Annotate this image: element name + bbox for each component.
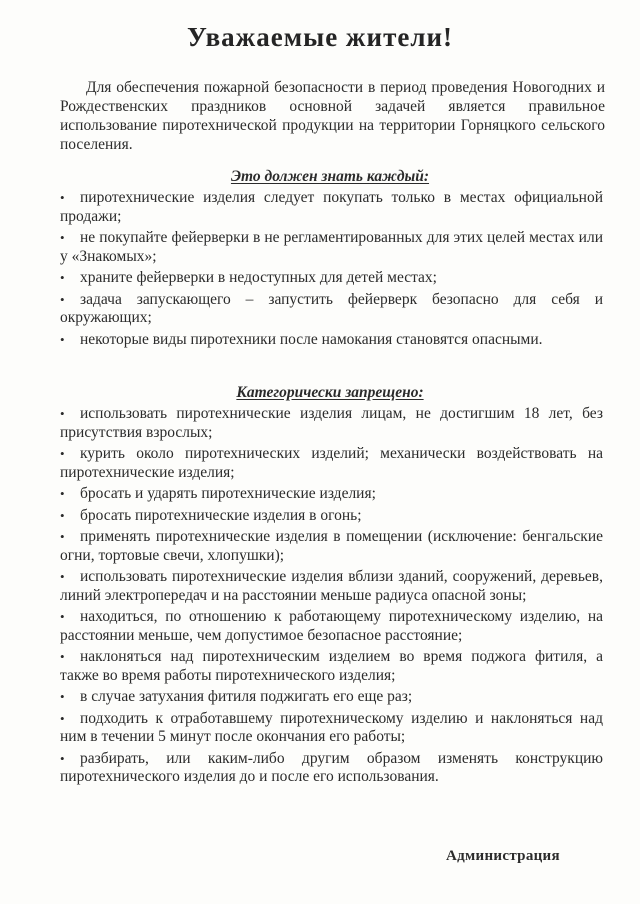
list-item: • пиротехнические изделия следует покупать только в местах официальной продажи; (60, 189, 603, 225)
list-item: • использовать пиротехнические изделия вблизи зданий, сооружений, деревьев, линий электропередач и на расстоянии меньше радиуса опасной зоны; (60, 568, 603, 604)
bullet-icon: • (60, 406, 65, 421)
list-item: • некоторые виды пиротехники после намокания становятся опасными. (60, 330, 543, 348)
page-title: Уважаемые жители! (186, 22, 454, 52)
bullet-icon: • (60, 750, 65, 766)
list-item: • наклоняться над пиротехническим изделием во время поджога фитиля, а также во время работы пиротехнического изделия; (60, 648, 603, 684)
bullet-icon: • (60, 230, 65, 245)
bullet-icon: • (60, 190, 65, 205)
section-heading-strictly-prohibited: Категорически запрещено: (236, 384, 424, 401)
everyone-should-know-list (60, 189, 603, 352)
bullet-icon: • (60, 609, 65, 624)
bullet-icon: • (60, 710, 65, 726)
list-item: • использовать пиротехнические изделия лицам, не достигшим 18 лет, без присутствия взрослых; (60, 405, 603, 441)
list-item: • находиться, по отношению к работающему пиротехническому изделию, на расстоянии меньше, чем допустимое безопасное расстояние; (60, 608, 603, 644)
bullet-icon: • (60, 270, 65, 285)
signature: Администрация (446, 848, 560, 864)
bullet-icon: • (60, 331, 65, 347)
list-item: • разбирать, или каким-либо другим образом изменять конструкцию пиротехнического изделия до и после его использования. (60, 749, 603, 785)
list-item: • подходить к отработавшему пиротехническому изделию и наклоняться над ним в течении 5 минут после окончания его работы; (60, 709, 603, 745)
list-item: • храните фейерверки в недоступных для детей местах; (60, 269, 437, 286)
list-item: • не покупайте фейерверки в не регламентированных для этих целей местах или у «Знакомых»; (60, 229, 603, 265)
bullet-icon: • (60, 486, 65, 501)
bullet-icon: • (60, 569, 65, 584)
strictly-prohibited-list (60, 405, 603, 790)
list-item: • применять пиротехнические изделия в помещении (исключение: бенгальские огни, тортовые свечи, хлопушки); (60, 528, 603, 564)
bullet-icon: • (60, 446, 65, 461)
list-item: • в случае затухания фитиля поджигать его еще раз; (60, 688, 413, 705)
bullet-icon: • (60, 291, 65, 307)
bullet-icon: • (60, 507, 65, 523)
list-item: • бросать пиротехнические изделия в огонь; (60, 506, 362, 524)
list-item: • задача запускающего – запустить фейерверк безопасно для себя и окружающих; (60, 290, 603, 326)
section-heading-everyone-should-know: Это должен знать каждый: (230, 168, 430, 185)
bullet-icon: • (60, 689, 65, 704)
bullet-icon: • (60, 649, 65, 664)
list-item: • курить около пиротехнических изделий; механически воздействовать на пиротехнические изделия; (60, 445, 603, 481)
list-item: • бросать и ударять пиротехнические изделия; (60, 485, 376, 502)
bullet-icon: • (60, 529, 65, 544)
intro-paragraph: Для обеспечения пожарной безопасности в период проведения Новогодних и Рождественских праздников основной задачей является правильное использование пиротехнической продукции на территории Горняцкого сельского поселения. (60, 79, 605, 153)
